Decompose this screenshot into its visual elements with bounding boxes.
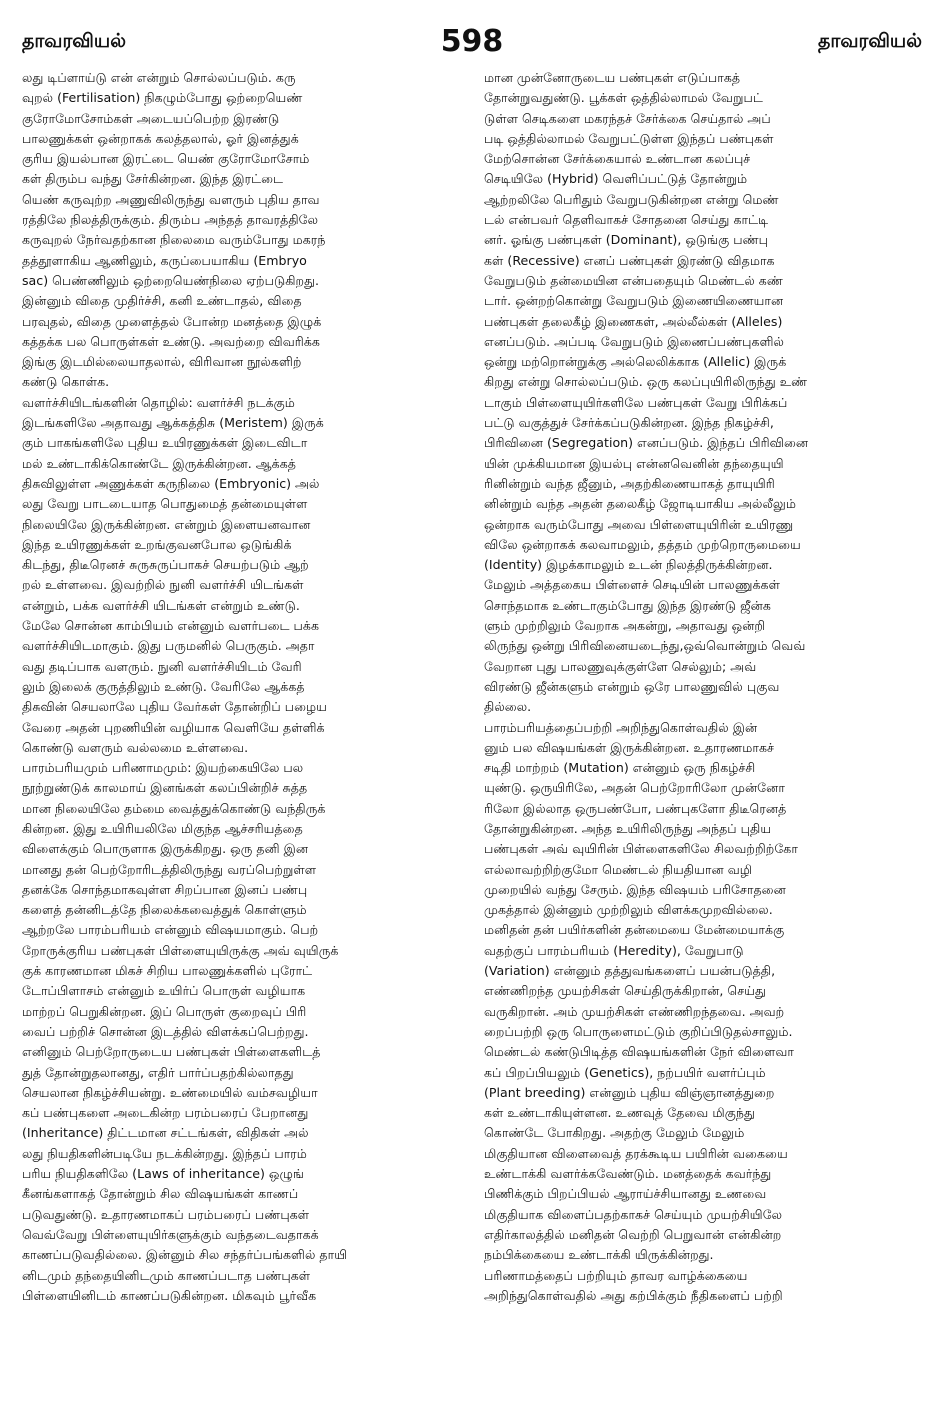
text-line: இந்த உயிரணுக்கள் உறங்குவனபோல ஒடுங்கிக்	[22, 536, 292, 552]
text-line: கும் பாகங்களிலே புதிய உயிரணுக்கள் இடைவிடா	[22, 435, 308, 451]
text-line: லது வேறு பாடடையாத பொதுமைத் தன்மையுள்ள	[22, 496, 308, 512]
text-line: கிறது என்று சொல்லப்படும். ஒரு கலப்புயிரிலிருந்து உண்	[484, 374, 808, 390]
text-line: னர். ஓங்கு பண்புகள் (Dominant), ஒடுங்கு பண்பு	[484, 232, 769, 248]
text-line: பட்டு வகுத்துச் சேர்க்கப்படுகின்றன. இந்த நிகழ்ச்சி,	[484, 415, 774, 431]
text-line: றல் உள்ளவை. இவற்றில் நுனி வளர்ச்சி யிடங்கள்	[22, 577, 304, 593]
text-line: பிணிக்கும் பிறப்பியல் ஆராய்ச்சியானது உணவை	[484, 1186, 767, 1202]
text-line: (Variation) என்னும் தத்துவங்களைப் பயன்படுத்தி,	[484, 963, 776, 979]
text-line: எனினும் பெற்றோருடைய பண்புகள் பிள்ளைகளிடத்	[22, 1044, 321, 1060]
text-line: வருகிறான். அம் முயற்சிகள் எண்ணிறந்தவை. அவற்	[484, 1003, 785, 1019]
text-line: னும் பல விஷயங்கள் இருக்கின்றன. உதாரணமாகச்	[484, 739, 775, 755]
left-column	[22, 68, 469, 1306]
text-line: நூற்றுண்டுக் காலமாய் இனங்கள் கலப்பின்றிச் சுத்த	[22, 780, 308, 796]
text-line: விலே ஒன்றாகக் கலவாமலும், தத்தம் முற்றொருமையை	[484, 536, 801, 552]
text-line: திசுவின் செயலாலே புதிய வேர்கள் தோன்றிப் பழைய	[22, 699, 327, 715]
right-column	[484, 68, 931, 1306]
text-line: தோன்றுவதுண்டு. பூக்கள் ஒத்தில்லாமல் வேறுபட்	[484, 90, 763, 106]
text-line: எனப்படும். அப்படி வேறுபடும் இணைப்பண்புகளில்	[484, 333, 784, 349]
text-line: உண்டாக்கி வளர்க்கவேண்டும். மனத்தைக் கவர்ந்து	[484, 1166, 772, 1182]
text-line: வேரை அதன் புறணியின் வழியாக வெளியே தள்ளிக்	[22, 719, 325, 735]
text-line: மேலும் அத்தகைய பிள்ளைச் செடியின் பாலணுக்கள்	[484, 577, 780, 593]
text-line: நிலையிலே இருக்கின்றன. என்றும் இளையனவான	[22, 516, 311, 532]
text-line: லது நியதிகளின்படியே நடக்கின்றது. இந்தப் பாரம்	[22, 1145, 307, 1161]
text-line: மான நிலையிலே தம்மை வைத்துக்கொண்டு வந்திருக்	[22, 800, 326, 816]
text-line: மல் உண்டாகிக்கொண்டே இருக்கின்றன. ஆக்கத்	[22, 455, 296, 471]
running-head-left: தாவரவியல்	[22, 30, 126, 52]
text-line: ஒன்றாக வரும்போது அவை பிள்ளையுயிரின் உயிரணு	[484, 516, 794, 532]
text-line: டல் என்பவர் தெளிவாகச் சோதனை செய்து காட்டி	[484, 212, 769, 228]
running-head-right: தாவரவியல்	[818, 30, 922, 52]
text-line: றைப்பற்றி ஒரு பொருளைமட்டும் குறிப்பிடுதல்சாலும்.	[484, 1023, 793, 1039]
text-line: மேற்சொன்ன சேர்க்கையால் உண்டான கலப்புச்	[484, 151, 751, 167]
text-line: டுள்ள செடிகளை மகரந்தச் சேர்க்கை செய்தால் அப்	[484, 110, 771, 126]
text-line: வெவ்வேறு பிள்ளையுயிர்களுக்கும் வந்தடைவதாகக்	[22, 1226, 319, 1242]
text-line: பாரம்பரியத்தைப்பற்றி அறிந்துகொள்வதில் இன்	[484, 719, 758, 735]
text-line: வளர்ச்சியிடங்களின் தொழில்: வளர்ச்சி நடக்கும்	[22, 394, 295, 410]
text-line: செடியிலே (Hybrid) வெளிப்பட்டுத் தோன்றும்	[484, 171, 748, 187]
text-line: கொண்டு வளரும் வல்லமை உள்ளவை.	[22, 739, 249, 755]
text-line: யெண் கருவுற்ற அணுவிலிருந்து வளரும் புதிய தாவ	[22, 191, 320, 207]
text-line: எண்ணிறந்த முயற்சிகள் செய்திருக்கிறான், செய்து	[484, 983, 766, 999]
text-line: இன்னும் விதை முதிர்ச்சி, கனி உண்டாதல், விதை	[22, 293, 302, 309]
text-line: ரிலோ இல்லாத ஒருபண்போ, பண்புகளோ திடீரெனத்	[484, 800, 787, 816]
text-line: ளும் முற்றிலும் வேறாக அகன்று, அதாவது ஒன்றி	[484, 618, 766, 634]
text-line: கின்றன. இது உயிரியலிலே மிகுந்த ஆச்சரியத்தை	[22, 820, 303, 836]
text-line: குரிய இயல்பான இரட்டை யெண் குரோமோசோம்	[22, 151, 310, 167]
text-line: குரோமோசோம்கள் அடையப்பெற்ற இரண்டு	[22, 110, 280, 126]
text-line: லது டிப்ளாய்டு என் என்றும் சொல்லப்படும். கரு	[22, 70, 296, 85]
text-line: பிள்ளையினிடம் காணப்படுகின்றன. மிகவும் பூர்வீக	[22, 1287, 317, 1303]
text-line: இடங்களிலே அதாவது ஆக்கத்திசு (Meristem) இருக்	[22, 415, 324, 431]
text-line: கப் பண்புகளை அடைகின்ற பரம்பரைப் பேறானது	[22, 1105, 309, 1121]
text-line: sac) பெண்ணிலும் ஒற்றையெண்நிலை ஏற்படுகிறது.	[22, 272, 320, 288]
text-line: கத்தக்க பல பொருள்கள் உண்டு. அவற்றை விவரிக்க	[22, 333, 320, 349]
text-line: வது தடிப்பாக வளரும். நுனி வளர்ச்சியிடம் வேரி	[22, 658, 302, 674]
text-line: பண்புகள் தலைகீழ் இணைகள், அல்லீல்கள் (Alleles)	[484, 313, 783, 329]
page-number: 598	[440, 24, 504, 59]
text-line: (Identity) இழக்காமலும் உடன் நிலத்திருக்கின்றன.	[484, 557, 773, 573]
text-line: துத் தோன்றுதலானது, எதிர் பார்ப்பதற்கில்லாதது	[22, 1064, 294, 1080]
page-header	[22, 24, 922, 64]
text-line: கருவுறல் நேர்வதற்கான நிலைமை வரும்போது மகரந்	[22, 232, 326, 248]
text-line: குக் காரணமான மிகச் சிறிய பாலணுக்களில் புரோட்	[22, 963, 313, 979]
text-line: திசுவிலுள்ள அணுக்கள் கருநிலை (Embryonic) அல்	[22, 475, 320, 491]
text-line: றோருக்குரிய பண்புகள் பிள்ளையுயிருக்கு அவ் வுயிருக்	[22, 942, 339, 958]
text-line: சொந்தமாக உண்டாகும்போது இந்த இரண்டு ஜீன்க	[484, 597, 771, 613]
text-line: மிகுதியாக விளைப்பதற்காகச் செய்யும் முயற்சியிலே	[484, 1206, 783, 1222]
text-line: பண்புகள் அவ் வுயிரின் பிள்ளைகளிலே சிலவற்றிற்கோ	[484, 841, 798, 857]
text-line: யுண்டு. ஒருயிரிலே, அதன் பெற்றோரிலோ முன்னோ	[484, 780, 785, 796]
text-line: தத்தூளாகிய ஆணிலும், கருப்பையாகிய (Embryo	[22, 252, 307, 268]
text-line: அறிந்துகொள்வதில் அது கற்பிக்கும் நீதிகளைப் பற்றி	[484, 1287, 783, 1303]
text-line: கொண்டே போகிறது. அதற்கு மேலும் மேலும்	[484, 1125, 745, 1141]
text-line: லிருந்து ஒன்று பிரிவினையடைந்து,ஒவ்வொன்றும் வெவ்	[484, 638, 806, 654]
text-line: ஒன்று மற்றொன்றுக்கு அல்லெலிக்காக (Allelic) இருக்	[484, 354, 787, 370]
text-line: எல்லாவற்றிற்குமோ மெண்டல் நியதியான வழி	[484, 861, 753, 877]
text-line: தனக்கே சொந்தமாகவுள்ள சிறப்பான இனப் பண்பு	[22, 881, 308, 897]
text-line: மான முன்னோருடைய பண்புகள் எடுப்பாகத்	[484, 70, 741, 85]
text-line: மாற்றப் பெறுகின்றன. இப் பொருள் குறைவுப் பிரி	[22, 1003, 307, 1019]
text-line: பரிய நியதிகளிலே (Laws of inheritance) ஒழுங்	[22, 1166, 304, 1182]
text-line: கப் பிறப்பியலும் (Genetics), நற்பயிர் வளர்ப்பும்	[484, 1064, 766, 1080]
text-line: முறையில் வந்து சேரும். இந்த விஷயம் பரிசோதனை	[484, 881, 786, 897]
text-line: லும் இலைக் குருத்திலும் உண்டு. வேரிலே ஆக்கத்	[22, 678, 305, 694]
text-line: கள் திரும்ப வந்து சேர்கின்றன. இந்த இரட்டை	[22, 171, 284, 187]
text-line: எதிர்காலத்தில் மனிதன் வெற்றி பெறுவான் என்கின்ற	[484, 1226, 782, 1242]
text-line: ஆற்றலே பாரம்பரியம் என்னும் விஷயமாகும். பெற்	[22, 922, 319, 938]
text-line: என்றும், பக்க வளர்ச்சி யிடங்கள் என்றும் உண்டு.	[22, 597, 300, 613]
text-line: நம்பிக்கையை உண்டாக்கி யிருக்கின்றது.	[484, 1247, 714, 1263]
text-line: (Plant breeding) என்னும் புதிய விஞ்ஞானத்துறை	[484, 1084, 775, 1100]
text-line: யின் முக்கியமான இயல்பு என்னவெனின் தந்தையுயி	[484, 455, 784, 471]
text-line: களைத் தன்னிடத்தே நிலைக்கவைத்துக் கொள்ளும்	[22, 902, 307, 918]
text-line: வுறல் (Fertilisation) நிகழும்போது ஒற்றையெண்	[22, 90, 303, 106]
text-line: னின்றும் வந்த அதன் தலைகீழ் ஜோடியாகிய அல்லீலும்	[484, 496, 797, 512]
text-line: வேறான புது பாலணுவுக்குள்ளே செல்லும்; அவ்	[484, 658, 757, 674]
text-line: னிடமும் தந்தையினிடமும் காணப்படாத பண்புகள்	[22, 1267, 311, 1283]
text-line: தோன்றுகின்றன. அந்த உயிரிலிருந்து அந்தப் புதிய	[484, 820, 772, 836]
text-line: கள் உண்டாகியுள்ளன. உணவுத் தேவை மிகுந்து	[484, 1105, 755, 1121]
text-line: வதற்குப் பாரம்பரியம் (Heredity), வேறுபாடு	[484, 942, 744, 958]
text-line: மெண்டல் கண்டுபிடித்த விஷயங்களின் நேர் விளைவா	[484, 1044, 794, 1060]
text-line: இங்கு இடமில்லையாதலால், விரிவான நூல்களிற்	[22, 354, 302, 370]
text-line: படி ஒத்தில்லாமல் வேறுபட்டுள்ள இந்தப் பண்புகள்	[484, 130, 774, 146]
text-line: விளைக்கும் பொருளாக இருக்கிறது. ஒரு தனி இன	[22, 841, 309, 857]
text-line: மானது தன் பெற்றோரிடத்திலிருந்து வரப்பெற்றுள்ள	[22, 861, 317, 877]
text-line: பிரிவினை (Segregation) எனப்படும். இந்தப் பிரிவினை	[484, 435, 809, 451]
text-line: வேறுபடும் தன்மையின என்பதையும் மெண்டல் கண்	[484, 272, 783, 288]
text-line: சடிதி மாற்றம் (Mutation) என்னும் ஒரு நிகழ்ச்சி	[484, 760, 756, 776]
text-line: பாலணுக்கள் ஒன்றாகக் கலத்தலால், ஓர் இனத்துக்	[22, 130, 299, 146]
text-line: முகத்தால் இன்னும் முற்றிலும் விளக்கமுறவில்லை.	[484, 902, 773, 918]
text-line: (Inheritance) திட்டமான சட்டங்கள், விதிகள் அல்	[22, 1125, 309, 1141]
text-line: கண்டு கொள்க.	[22, 374, 110, 390]
text-line: டாகும் பிள்ளையுயிர்களிலே பண்புகள் வேறு பிரிக்கப்	[484, 394, 788, 410]
text-line: பரவுதல், விதை முளைத்தல் போன்ற மனத்தை இழுக்	[22, 313, 322, 329]
text-line: கள் (Recessive) எனப் பண்புகள் இரண்டு விதமாக	[484, 252, 775, 268]
text-line: டோப்பிளாசம் என்னும் உயிர்ப் பொருள் வழியாக	[22, 983, 306, 999]
text-line: ரினின்றும் வந்த ஜீனும், அதற்கிணையாகத் தாயுயிரி	[484, 475, 775, 491]
text-line: பாரம்பரியமும் பரிணாமமும்: இயற்கையிலே பல	[22, 760, 304, 776]
text-line: மனிதன் தன் பயிர்களின் தன்மையை மேன்மையாக்கு	[484, 922, 785, 938]
text-line: டார். ஒன்றற்கொன்று வேறுபடும் இணையிணையான	[484, 293, 784, 309]
text-line: கீனங்களாகத் தோன்றும் சில விஷயங்கள் காணப்	[22, 1186, 299, 1202]
text-line: செயலான நிகழ்ச்சியன்று. உண்மையில் வம்சவழியா	[22, 1084, 318, 1100]
text-line: கிடந்து, திடீரெனச் சுருசுருப்பாகச் செயற்படும் ஆற்	[22, 557, 309, 573]
text-line: விரண்டு ஜீன்களும் என்றும் ஒரே பாலணுவில் புகுவ	[484, 678, 780, 694]
text-line: காணப்படுவதில்லை. இன்னும் சில சந்தர்ப்பங்களில் தாயி	[22, 1247, 348, 1263]
text-line: பரிணாமத்தைப் பற்றியும் தாவர வாழ்க்கையை	[484, 1267, 748, 1283]
text-line: மேலே சொன்ன காம்பியம் என்னும் வளர்படை பக்க	[22, 618, 320, 634]
text-line: தில்லை.	[484, 699, 532, 715]
text-line: படுவதுண்டு. உதாரணமாகப் பரம்பரைப் பண்புகள்	[22, 1206, 310, 1222]
text-line: ஆற்றலிலே பெரிதும் வேறுபடுகின்றன என்று மெண்	[484, 191, 779, 207]
text-line: ரத்திலே நிலத்திருக்கும். திரும்ப அந்தத் தாவரத்திலே	[22, 212, 319, 228]
text-line: வைப் பற்றிச் சொன்ன இடத்தில் விளக்கப்பெற்றது.	[22, 1023, 309, 1039]
text-line: வளர்ச்சியிடமாகும். இது பருமனில் பெருகும். அதா	[22, 638, 315, 654]
text-line: மிகுதியான விளைவைத் தரக்கூடிய பயிரின் வகையை	[484, 1145, 788, 1161]
